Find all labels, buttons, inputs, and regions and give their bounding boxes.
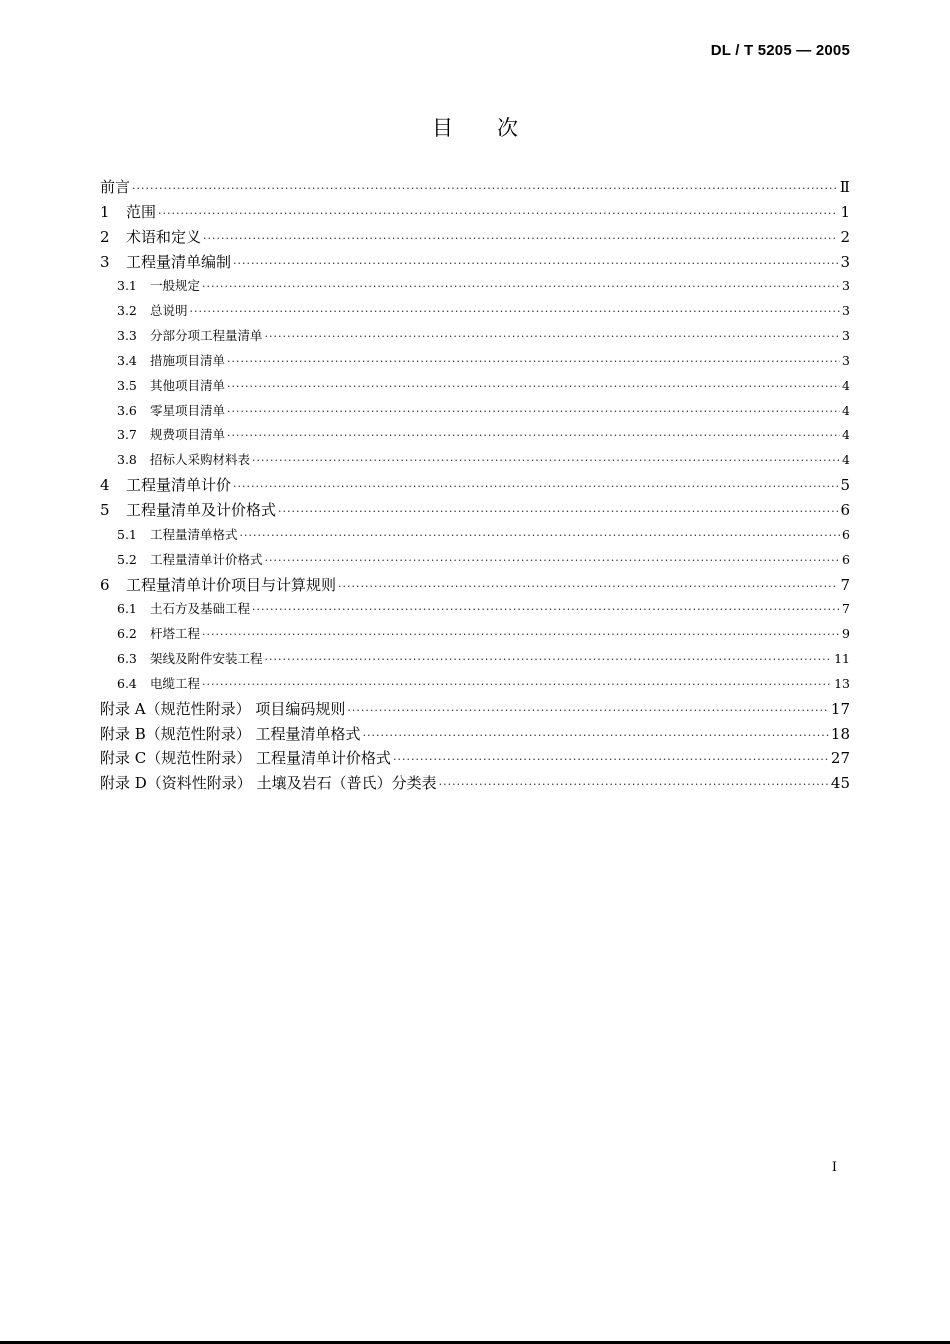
- toc-entry-page: 18: [830, 724, 850, 743]
- page-title: 目次: [432, 116, 562, 140]
- toc-leader-dots: [439, 773, 829, 798]
- toc-entry[interactable]: [100, 771, 850, 796]
- table-of-contents: [100, 175, 850, 796]
- toc-entry-page: 6: [840, 500, 850, 519]
- toc-entry[interactable]: [100, 697, 850, 722]
- toc-entry-page: 3: [842, 352, 850, 368]
- toc-entry-page: 9: [842, 626, 850, 642]
- toc-entry-page: 45: [830, 774, 850, 793]
- page-number: I: [831, 1160, 837, 1175]
- toc-entry[interactable]: [100, 299, 850, 324]
- toc-entry[interactable]: [100, 225, 850, 250]
- toc-entry-page: 1: [840, 202, 850, 221]
- toc-leader-dots: [202, 673, 832, 698]
- toc-entry-number: 3: [100, 252, 110, 271]
- toc-entry-title: 附录 C（规范性附录） 工程量清单计价格式: [100, 749, 392, 768]
- toc-entry-title: 附录 D（资料性附录） 土壤及岩石（普氏）分类表: [100, 774, 437, 793]
- toc-entry[interactable]: [100, 175, 850, 200]
- toc-entry-number: 2: [100, 227, 110, 246]
- toc-entry-title: 杆塔工程: [150, 626, 201, 642]
- toc-entry[interactable]: [100, 523, 850, 548]
- toc-entry-page: 27: [830, 749, 850, 768]
- toc-entry[interactable]: [100, 672, 850, 697]
- toc-entry-number: 5.2: [117, 551, 137, 567]
- toc-entry[interactable]: [100, 647, 850, 672]
- toc-entry-title: 附录 B（规范性附录） 工程量清单格式: [100, 724, 361, 743]
- toc-entry-title: 附录 A（规范性附录） 项目编码规则: [100, 699, 346, 718]
- toc-entry[interactable]: [100, 548, 850, 573]
- toc-entry-title: 规费项目清单: [150, 427, 226, 443]
- toc-entry[interactable]: [100, 200, 850, 225]
- toc-entry[interactable]: [100, 324, 850, 349]
- toc-entry-title: 零星项目清单: [150, 402, 226, 418]
- toc-entry-page: 4: [842, 427, 850, 443]
- toc-entry-page: 6: [842, 551, 850, 567]
- toc-entry-title: 土石方及基础工程: [150, 601, 251, 617]
- toc-entry-title: 工程量清单格式: [150, 526, 238, 542]
- toc-entry[interactable]: [100, 374, 850, 399]
- toc-entry[interactable]: [100, 722, 850, 747]
- toc-leader-dots: [393, 748, 829, 773]
- toc-entry-page: 3: [840, 252, 850, 271]
- toc-leader-dots: [132, 177, 838, 202]
- toc-leader-dots: [233, 475, 838, 500]
- toc-leader-dots: [202, 623, 840, 648]
- toc-entry[interactable]: [100, 399, 850, 424]
- toc-entry-number: 4: [100, 476, 110, 495]
- toc-entry-title: 招标人采购材料表: [150, 452, 251, 468]
- toc-entry-number: 3.7: [117, 427, 137, 443]
- toc-entry-page: 3: [842, 303, 850, 319]
- toc-entry-number: 6.4: [117, 675, 137, 691]
- toc-leader-dots: [252, 449, 840, 474]
- toc-entry-number: 5.1: [117, 526, 137, 542]
- toc-entry-title: 电缆工程: [150, 675, 201, 691]
- toc-entry-number: 3.5: [117, 377, 137, 393]
- toc-entry-page: 3: [842, 278, 850, 294]
- toc-entry-page: 13: [834, 675, 850, 691]
- toc-leader-dots: [202, 275, 840, 300]
- toc-leader-dots: [265, 325, 841, 350]
- toc-entry-number: 3.3: [117, 328, 137, 344]
- toc-entry-number: 5: [100, 500, 110, 519]
- toc-entry-title: 工程量清单计价格式: [150, 551, 263, 567]
- toc-entry-number: 3.1: [117, 278, 137, 294]
- toc-leader-dots: [227, 400, 840, 425]
- toc-entry-page: 6: [842, 526, 850, 542]
- toc-leader-dots: [227, 350, 840, 375]
- toc-entry-title: 工程量清单编制: [126, 252, 232, 271]
- toc-leader-dots: [190, 300, 841, 325]
- toc-entry-number: 3.8: [117, 452, 137, 468]
- toc-entry[interactable]: [100, 498, 850, 523]
- toc-leader-dots: [233, 252, 838, 277]
- toc-entry-title: 范围: [126, 202, 157, 221]
- toc-entry-number: 3.4: [117, 352, 137, 368]
- toc-leader-dots: [203, 227, 838, 252]
- toc-entry-title: 一般规定: [150, 278, 201, 294]
- toc-entry-title: 总说明: [150, 303, 188, 319]
- toc-entry[interactable]: [100, 423, 850, 448]
- toc-entry-page: Ⅱ: [839, 178, 850, 196]
- toc-entry-page: 7: [840, 575, 850, 594]
- toc-entry-page: 17: [830, 699, 850, 718]
- toc-entry-page: 5: [840, 476, 850, 495]
- toc-leader-dots: [240, 524, 841, 549]
- toc-leader-dots: [278, 500, 838, 525]
- toc-entry[interactable]: [100, 473, 850, 498]
- toc-entry-number: 6: [100, 575, 110, 594]
- toc-entry-number: 6.2: [117, 626, 137, 642]
- toc-leader-dots: [158, 202, 838, 227]
- toc-entry-number: 6.3: [117, 651, 137, 667]
- toc-entry[interactable]: [100, 622, 850, 647]
- toc-entry-page: 11: [834, 651, 850, 667]
- toc-entry-page: 3: [842, 328, 850, 344]
- toc-entry-title: 前言: [100, 178, 131, 196]
- toc-entry-number: 6.1: [117, 601, 137, 617]
- toc-leader-dots: [265, 549, 841, 574]
- toc-entry-page: 2: [840, 227, 850, 246]
- toc-entry-title: 其他项目清单: [150, 377, 226, 393]
- toc-entry-page: 4: [842, 452, 850, 468]
- toc-entry-number: 3.6: [117, 402, 137, 418]
- toc-entry-page: 7: [842, 601, 850, 617]
- toc-leader-dots: [363, 724, 829, 749]
- toc-entry[interactable]: [100, 597, 850, 622]
- toc-leader-dots: [265, 648, 833, 673]
- toc-entry[interactable]: [100, 274, 850, 299]
- toc-leader-dots: [338, 575, 838, 600]
- toc-entry-title: 工程量清单计价项目与计算规则: [126, 575, 337, 594]
- standard-number: DL / T 5205 — 2005: [710, 42, 850, 59]
- toc-entry[interactable]: [100, 746, 850, 771]
- toc-entry[interactable]: [100, 250, 850, 275]
- toc-entry-title: 架线及附件安装工程: [150, 651, 263, 667]
- toc-leader-dots: [227, 424, 840, 449]
- toc-entry[interactable]: [100, 573, 850, 598]
- toc-entry[interactable]: [100, 448, 850, 473]
- toc-entry-title: 措施项目清单: [150, 352, 226, 368]
- toc-entry-title: 分部分项工程量清单: [150, 328, 263, 344]
- toc-entry[interactable]: [100, 349, 850, 374]
- toc-entry-title: 术语和定义: [126, 227, 202, 246]
- toc-entry-number: 3.2: [117, 303, 137, 319]
- toc-entry-title: 工程量清单及计价格式: [126, 500, 277, 519]
- toc-entry-title: 工程量清单计价: [126, 476, 232, 495]
- toc-entry-page: 4: [842, 377, 850, 393]
- toc-leader-dots: [227, 375, 840, 400]
- toc-leader-dots: [347, 699, 829, 724]
- toc-entry-number: 1: [100, 202, 110, 221]
- toc-leader-dots: [252, 598, 840, 623]
- toc-entry-page: 4: [842, 402, 850, 418]
